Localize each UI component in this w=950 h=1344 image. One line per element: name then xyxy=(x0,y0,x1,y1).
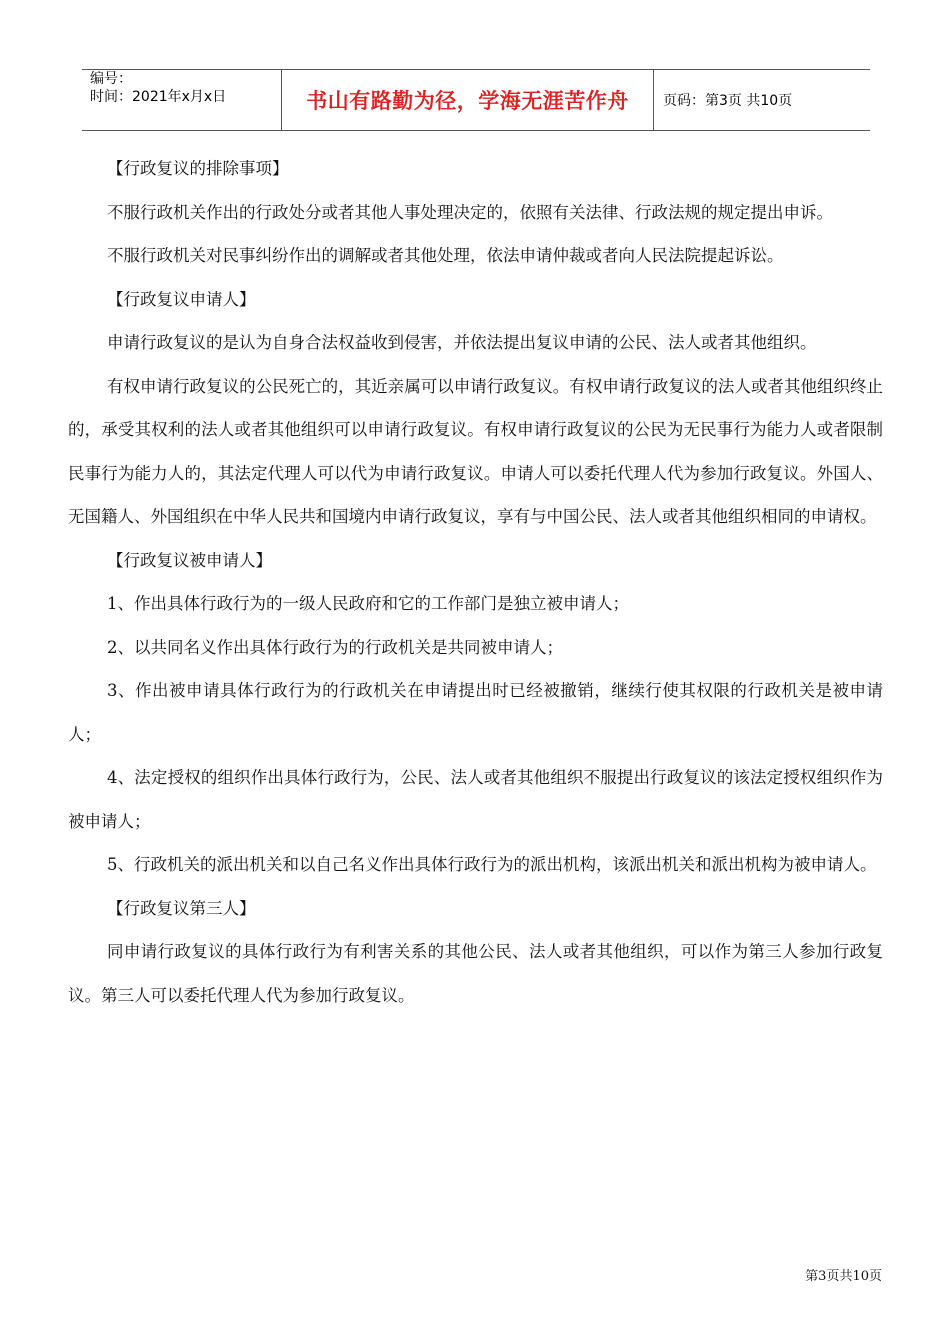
header-motto: 书山有路勤为径，学海无涯苦作舟 xyxy=(281,70,654,130)
list-item: 1、作出具体行政行为的一级人民政府和它的工作部门是独立被申请人； xyxy=(107,594,629,613)
paragraph: 不服行政机关对民事纠纷作出的调解或者其他处理，依法申请仲裁或者向人民法院提起诉讼。 xyxy=(107,246,784,265)
paragraph: 同申请行政复议的具体行政行为有利害关系的其他公民、法人或者其他组织，可以作为第三人参加行政复议。第三人可以委托代理人代为参加行政复议。 xyxy=(68,942,883,1005)
section-heading: 【行政复议第三人】 xyxy=(107,898,256,918)
document-body xyxy=(68,147,883,1017)
section-heading: 【行政复议被申请人】 xyxy=(107,550,272,570)
paragraph: 不服行政机关作出的行政处分或者其他人事处理决定的，依照有关法律、行政法规的规定提出申诉。 xyxy=(107,202,833,222)
number-label: 编号： xyxy=(90,71,132,87)
paragraph: 申请行政复议的是认为自身合法权益收到侵害，并依法提出复议申请的公民、法人或者其他组织。 xyxy=(107,333,817,352)
list-item: 2、以共同名义作出具体行政行为的行政机关是共同被申请人； xyxy=(107,637,563,657)
page-footer: 第3页共10页 xyxy=(805,1269,882,1284)
paragraph: 有权申请行政复议的公民死亡的，其近亲属可以申请行政复议。有权申请行政复议的法人或者其他组织终止的，承受其权利的法人或者其他组织可以申请行政复议。有权申请行政复议的公民为无民事行为能力人或者限制民事行为能力人的，其法定代理人可以代为申请行政复议。申请人可以委托代理人代为参加行政复议。外国人、无国籍人、外国组织在中华人民共和国境内申请行政复议，享有与中国公民、法人或者其他组织相同的申请权。 xyxy=(68,376,883,526)
list-item: 5、行政机关的派出机关和以自己名义作出具体行政行为的派出机构，该派出机关和派出机构为被申请人。 xyxy=(107,855,877,874)
header-meta xyxy=(82,70,281,130)
list-item: 4、法定授权的组织作出具体行政行为，公民、法人或者其他组织不服提出行政复议的该法定授权组织作为被申请人； xyxy=(68,768,883,831)
section-heading: 【行政复议申请人】 xyxy=(107,289,256,309)
document-header xyxy=(82,69,870,131)
header-page-info: 页码：第3页 共10页 xyxy=(663,93,793,109)
section-heading: 【行政复议的排除事项】 xyxy=(107,159,289,178)
date-label: 时间：2021年x月x日 xyxy=(90,89,227,105)
list-item: 3、作出被申请具体行政行为的行政机关在申请提出时已经被撤销，继续行使其权限的行政机关是被申请人； xyxy=(68,681,883,744)
